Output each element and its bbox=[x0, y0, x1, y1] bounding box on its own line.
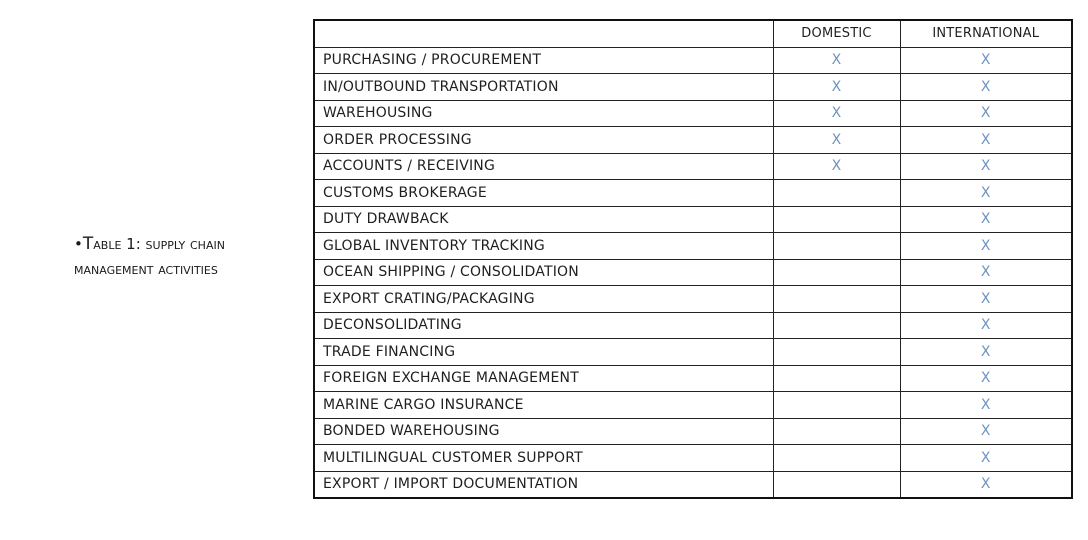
activity-cell: PURCHASING / PROCUREMENT bbox=[314, 47, 773, 74]
table-row bbox=[314, 74, 1072, 101]
international-cell: X bbox=[900, 47, 1072, 74]
domestic-cell bbox=[773, 471, 900, 498]
activity-cell: CUSTOMS BROKERAGE bbox=[314, 180, 773, 207]
international-cell: X bbox=[900, 445, 1072, 472]
header-activity bbox=[314, 20, 773, 47]
international-cell: X bbox=[900, 180, 1072, 207]
domestic-cell bbox=[773, 206, 900, 233]
domestic-cell bbox=[773, 259, 900, 286]
domestic-cell bbox=[773, 233, 900, 260]
international-cell: X bbox=[900, 100, 1072, 127]
table-header-row bbox=[314, 20, 1072, 47]
caption-bullet: • bbox=[74, 235, 83, 253]
activity-cell: FOREIGN EXCHANGE MANAGEMENT bbox=[314, 365, 773, 392]
table-row bbox=[314, 471, 1072, 498]
table-row bbox=[314, 312, 1072, 339]
activity-cell: MULTILINGUAL CUSTOMER SUPPORT bbox=[314, 445, 773, 472]
header-domestic: DOMESTIC bbox=[773, 20, 900, 47]
international-cell: X bbox=[900, 418, 1072, 445]
activity-cell: EXPORT CRATING/PACKAGING bbox=[314, 286, 773, 313]
supply-chain-activities-table bbox=[313, 19, 1073, 499]
activity-cell: BONDED WAREHOUSING bbox=[314, 418, 773, 445]
domestic-cell bbox=[773, 312, 900, 339]
table-row bbox=[314, 180, 1072, 207]
caption-line-2 bbox=[74, 257, 299, 282]
table-row bbox=[314, 127, 1072, 154]
activity-cell: TRADE FINANCING bbox=[314, 339, 773, 366]
international-cell: X bbox=[900, 127, 1072, 154]
activity-cell: DECONSOLIDATING bbox=[314, 312, 773, 339]
table-row bbox=[314, 339, 1072, 366]
domestic-cell bbox=[773, 180, 900, 207]
activity-cell: GLOBAL INVENTORY TRACKING bbox=[314, 233, 773, 260]
table-row bbox=[314, 392, 1072, 419]
table-row bbox=[314, 445, 1072, 472]
domestic-cell: X bbox=[773, 100, 900, 127]
table-caption bbox=[74, 232, 299, 282]
header-international: INTERNATIONAL bbox=[900, 20, 1072, 47]
international-cell: X bbox=[900, 339, 1072, 366]
activity-cell: DUTY DRAWBACK bbox=[314, 206, 773, 233]
activity-cell: IN/OUTBOUND TRANSPORTATION bbox=[314, 74, 773, 101]
international-cell: X bbox=[900, 74, 1072, 101]
domestic-cell bbox=[773, 365, 900, 392]
international-cell: X bbox=[900, 471, 1072, 498]
international-cell: X bbox=[900, 259, 1072, 286]
domestic-cell bbox=[773, 339, 900, 366]
table-row bbox=[314, 47, 1072, 74]
caption-line-1-text: able 1: supply chain bbox=[93, 235, 225, 253]
domestic-cell: X bbox=[773, 74, 900, 101]
international-cell: X bbox=[900, 153, 1072, 180]
activity-cell: EXPORT / IMPORT DOCUMENTATION bbox=[314, 471, 773, 498]
international-cell: X bbox=[900, 392, 1072, 419]
caption-initial: T bbox=[82, 234, 94, 254]
table-row bbox=[314, 259, 1072, 286]
international-cell: X bbox=[900, 206, 1072, 233]
domestic-cell: X bbox=[773, 47, 900, 74]
domestic-cell bbox=[773, 286, 900, 313]
international-cell: X bbox=[900, 233, 1072, 260]
table-row bbox=[314, 100, 1072, 127]
activity-cell: OCEAN SHIPPING / CONSOLIDATION bbox=[314, 259, 773, 286]
table-row bbox=[314, 365, 1072, 392]
activity-cell: MARINE CARGO INSURANCE bbox=[314, 392, 773, 419]
activity-cell: ACCOUNTS / RECEIVING bbox=[314, 153, 773, 180]
table-row bbox=[314, 153, 1072, 180]
table-row bbox=[314, 206, 1072, 233]
international-cell: X bbox=[900, 365, 1072, 392]
table-row bbox=[314, 286, 1072, 313]
activity-cell: WAREHOUSING bbox=[314, 100, 773, 127]
domestic-cell: X bbox=[773, 127, 900, 154]
domestic-cell bbox=[773, 445, 900, 472]
table-row bbox=[314, 418, 1072, 445]
caption-line-2-text: management activities bbox=[74, 260, 218, 278]
domestic-cell bbox=[773, 418, 900, 445]
domestic-cell bbox=[773, 392, 900, 419]
activity-cell: ORDER PROCESSING bbox=[314, 127, 773, 154]
international-cell: X bbox=[900, 312, 1072, 339]
domestic-cell: X bbox=[773, 153, 900, 180]
caption-line-1 bbox=[74, 232, 299, 257]
table-row bbox=[314, 233, 1072, 260]
international-cell: X bbox=[900, 286, 1072, 313]
